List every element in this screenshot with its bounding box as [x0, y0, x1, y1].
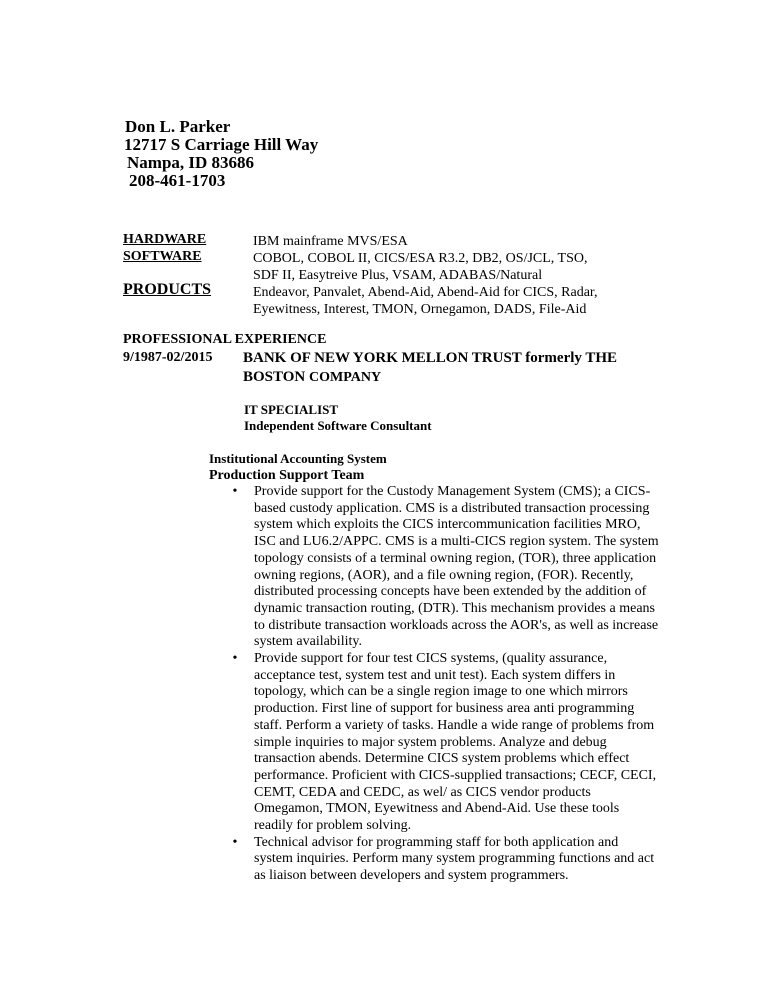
contact-phone: 208-461-1703: [129, 171, 226, 190]
employer-line-1: BANK OF NEW YORK MELLON TRUST formerly THE: [243, 350, 618, 366]
bullet-marker: •: [232, 834, 238, 850]
job-title: IT SPECIALIST: [244, 402, 339, 417]
hardware-label: HARDWARE: [123, 232, 207, 247]
software-label: SOFTWARE: [123, 249, 202, 264]
products-label: PRODUCTS: [123, 281, 212, 298]
responsibilities-list: [230, 484, 660, 885]
skills-line: IBM mainframe MVS/ESA: [253, 234, 408, 249]
skills-line: Eyewitness, Interest, TMON, Ornegamon, DADS, File-Aid: [253, 302, 587, 317]
bullet-text: Provide support for four test CICS systems, (quality assurance, acceptance test, system test and unit test). Each system differs in topology, which can be a single region image to one which mirrors production. First line of support for business area anti programming staff. Perform a variety of tasks. Handle a wide range of problems from simple inquiries to major system problems. Analyze and debug transaction abends. Determine CICS system problems which effect performance. Proficient with CICS-supplied transactions; CECF, CECI, CEMT, CEDA and CEDC, as wel/ as CICS vendor products Omegamon, TMON, Eyewitness and Abend-Aid. Use these tools readily for problem solving.: [254, 651, 657, 834]
contact-name: Don L. Parker: [125, 117, 231, 136]
contact-city: Nampa, ID 83686: [127, 153, 255, 172]
employer-line-2b: COMPANY: [309, 370, 382, 385]
list-item: [230, 835, 660, 885]
skills-line: SDF II, Easytreive Plus, VSAM, ADABAS/Natural: [253, 268, 543, 283]
list-item: [230, 484, 660, 651]
employer-line-2a: BOSTON: [243, 369, 306, 385]
team-name: Production Support Team: [209, 468, 365, 483]
experience-dates: 9/1987-02/2015: [123, 350, 213, 365]
bullet-marker: •: [232, 651, 238, 667]
skills-list: [253, 233, 598, 318]
bullet-text: Provide support for the Custody Management System (CMS); a CICS-based custody application. CMS is a distributed transaction processing system which exploits the CICS intercommunication facilities MRO, ISC and LU6.2/APPC. CMS is a multi-CICS region system. The system topology consists of a terminal owning region, (TOR), three application owning regions, (AOR), and a file owning region, (FOR). Recently, distributed processing concepts have been extended by the addition of dynamic transaction routing, (DTR). This mechanism provides a means to distribute transaction workloads across the AOR's, as well as increase system availability.: [254, 484, 659, 650]
experience-heading: PROFESSIONAL EXPERIENCE: [123, 332, 327, 347]
employer-line-2: [243, 369, 381, 386]
skills-line: Endeavor, Panvalet, Abend-Aid, Abend-Aid for CICS, Radar,: [253, 285, 598, 300]
bullet-text: Technical advisor for programming staff for both application and system inquiries. Perform many system programming functions and act as liaison between developers and system programmers.: [254, 834, 655, 884]
contact-street: 12717 S Carriage Hill Way: [124, 135, 319, 154]
job-subtitle: Independent Software Consultant: [244, 418, 432, 433]
bullet-marker: •: [232, 484, 238, 499]
list-item: [230, 651, 660, 835]
system-name: Institutional Accounting System: [209, 451, 387, 466]
skills-line: COBOL, COBOL II, CICS/ESA R3.2, DB2, OS/JCL, TSO,: [253, 251, 588, 266]
contact-block: [125, 118, 318, 190]
